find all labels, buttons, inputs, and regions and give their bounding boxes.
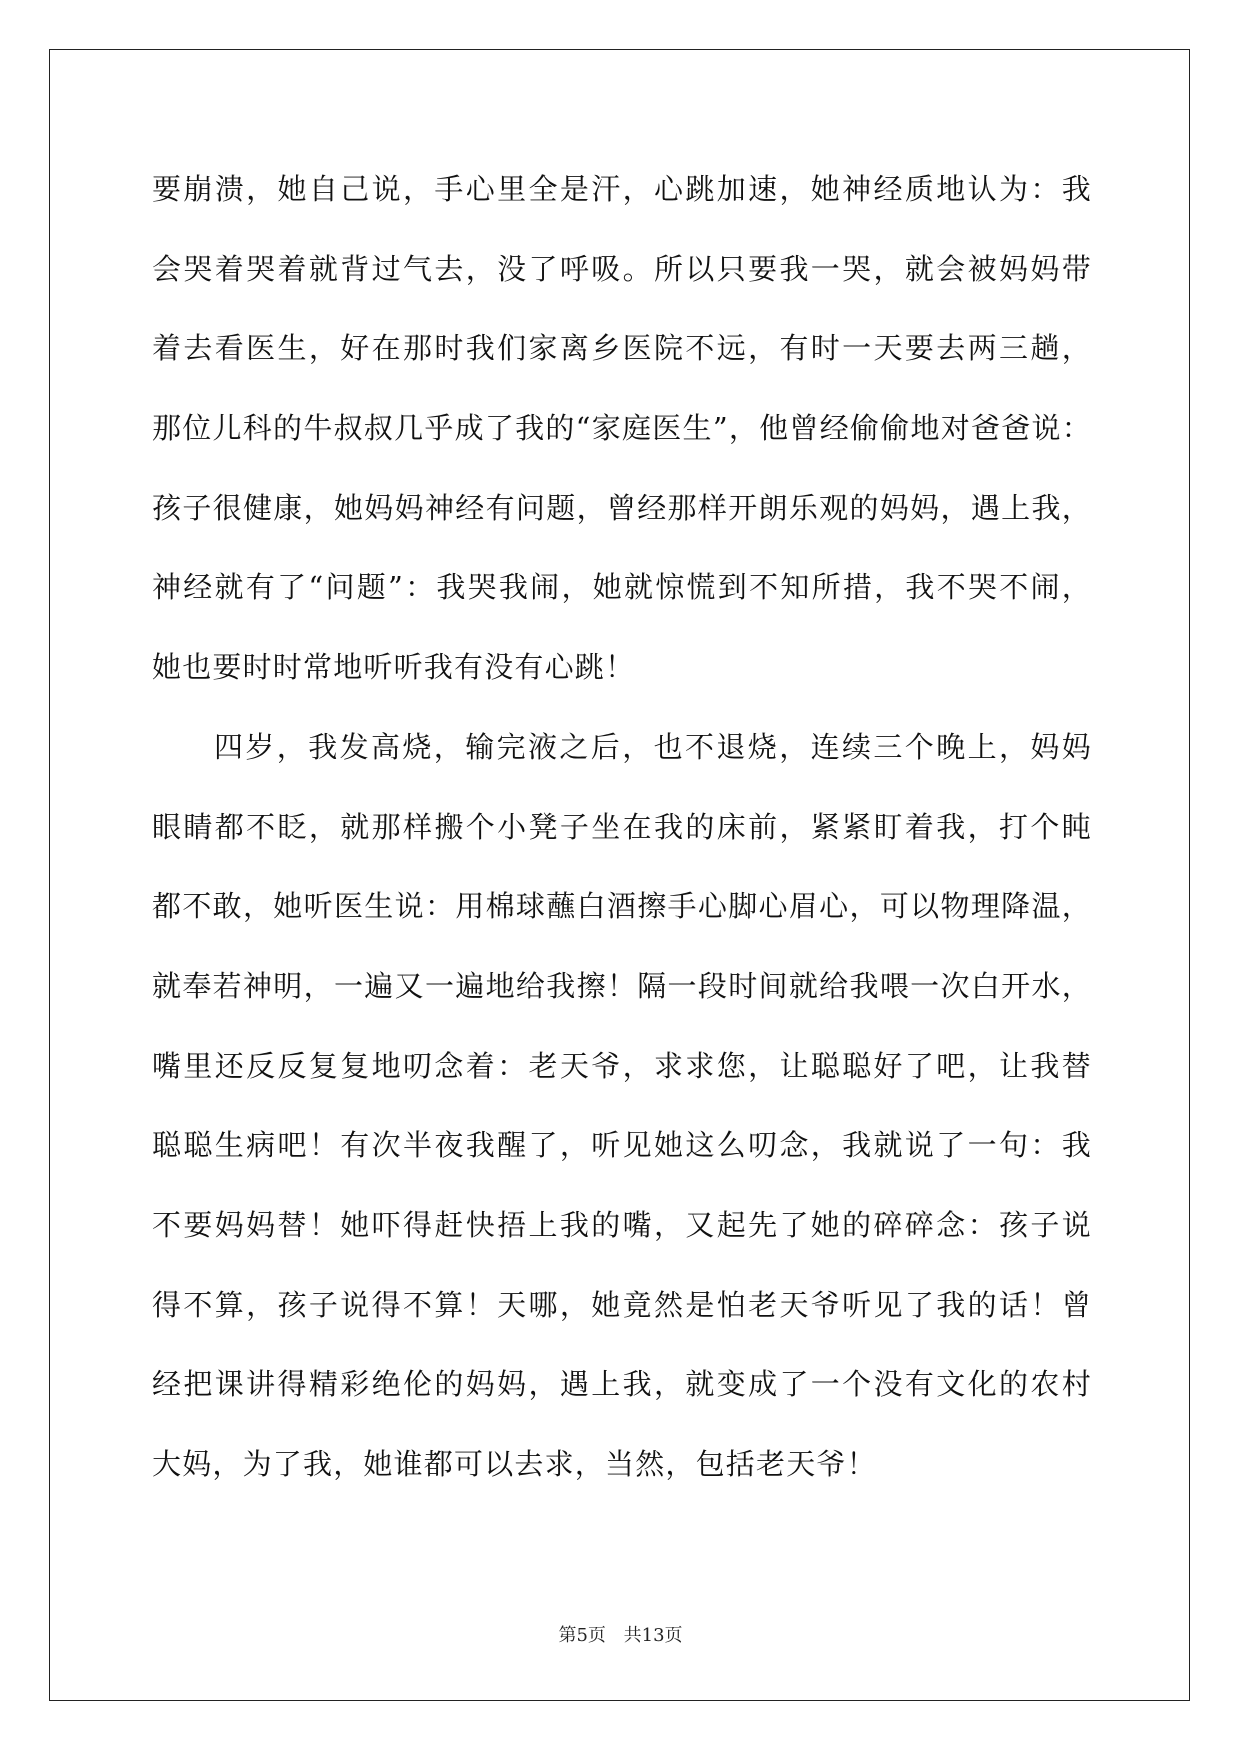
page-total: 共13页 (623, 1625, 683, 1646)
text-line: 就奉若神明，一遍又一遍地给我擦！隔一段时间就给我喂一次白开水， (152, 968, 1092, 1003)
text-line: 聪聪生病吧！有次半夜我醒了，听见她这么叨念，我就说了一句：我 (152, 1128, 1092, 1163)
paragraph-first-line: 四岁，我发高烧，输完液之后，也不退烧，连续三个晚上，妈妈 (214, 729, 1092, 764)
document-body (152, 168, 1092, 1523)
text-line: 她也要时时常地听听我有没有心跳！ (152, 650, 636, 685)
text-line: 不要妈妈替！她吓得赶快捂上我的嘴，又起先了她的碎碎念：孩子说 (152, 1207, 1092, 1242)
text-line: 孩子很健康，她妈妈神经有问题，曾经那样开朗乐观的妈妈，遇上我， (152, 490, 1092, 525)
text-line: 大妈，为了我，她谁都可以去求，当然，包括老天爷！ (152, 1447, 877, 1481)
text-line: 那位儿科的牛叔叔几乎成了我的“家庭医生”，他曾经偷偷地对爸爸说： (152, 411, 1092, 446)
page-number: 第5页 (558, 1625, 606, 1646)
text-line: 都不敢，她听医生说：用棉球蘸白酒擦手心脚心眉心，可以物理降温， (152, 889, 1092, 924)
text-line: 得不算，孩子说得不算！天哪，她竟然是怕老天爷听见了我的话！曾 (152, 1287, 1092, 1322)
text-line: 嘴里还反反复复地叨念着：老天爷，求求您，让聪聪好了吧，让我替 (152, 1048, 1092, 1083)
text-line: 会哭着哭着就背过气去，没了呼吸。所以只要我一哭，就会被妈妈带 (152, 251, 1092, 286)
text-line: 要崩溃，她自己说，手心里全是汗，心跳加速，她神经质地认为：我 (152, 172, 1092, 206)
text-line: 眼睛都不眨，就那样搬个小凳子坐在我的床前，紧紧盯着我，打个盹 (152, 809, 1092, 844)
text-line: 经把课讲得精彩绝伦的妈妈，遇上我，就变成了一个没有文化的农村 (152, 1367, 1092, 1402)
text-line: 着去看医生，好在那时我们家离乡医院不远，有时一天要去两三趟， (152, 331, 1092, 366)
page-footer (0, 1621, 1241, 1647)
text-line: 神经就有了“问题”：我哭我闹，她就惊慌到不知所措，我不哭不闹， (152, 570, 1092, 605)
